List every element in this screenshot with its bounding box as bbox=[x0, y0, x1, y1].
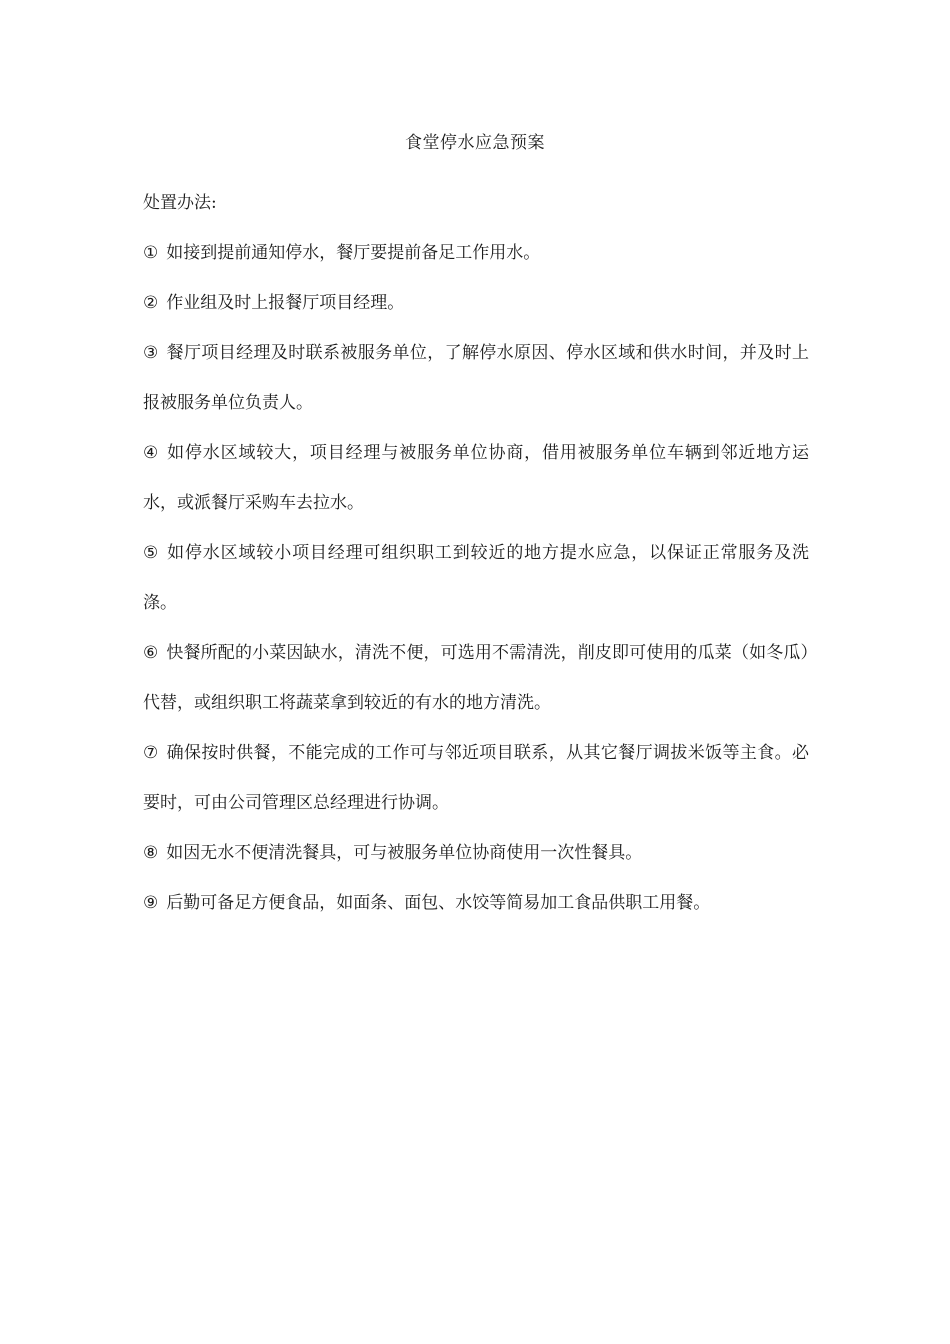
item-number: ① bbox=[143, 243, 159, 263]
item-number: ⑤ bbox=[143, 543, 159, 563]
item-number: ③ bbox=[143, 343, 159, 363]
item-text: 后勤可备足方便食品，如面条、面包、水饺等简易加工食品供职工用餐。 bbox=[166, 893, 711, 913]
list-item bbox=[143, 528, 809, 628]
list-item bbox=[143, 228, 809, 278]
section-label: 处置办法: bbox=[143, 193, 217, 213]
item-number: ④ bbox=[143, 443, 159, 463]
item-text: 如停水区域较小项目经理可组织职工到较近的地方提水应急，以保证正常服务及洗涤。 bbox=[143, 543, 809, 613]
document-title: 食堂停水应急预案 bbox=[405, 133, 545, 153]
item-number: ② bbox=[143, 293, 159, 313]
item-text: 餐厅项目经理及时联系被服务单位，了解停水原因、停水区域和供水时间，并及时上报被服务单位负责人。 bbox=[143, 343, 809, 413]
item-text: 如接到提前通知停水，餐厅要提前备足工作用水。 bbox=[166, 243, 541, 263]
list-item bbox=[143, 728, 809, 828]
list-item bbox=[143, 878, 809, 928]
list-item bbox=[143, 628, 809, 728]
item-text: 如停水区域较大，项目经理与被服务单位协商，借用被服务单位车辆到邻近地方运水，或派餐厅采购车去拉水。 bbox=[143, 443, 809, 513]
item-number: ⑧ bbox=[143, 843, 159, 863]
list-item bbox=[143, 428, 809, 528]
item-number: ⑥ bbox=[143, 643, 159, 663]
item-text: 确保按时供餐，不能完成的工作可与邻近项目联系，从其它餐厅调拔米饭等主食。必要时，可由公司管理区总经理进行协调。 bbox=[143, 743, 809, 813]
item-text: 快餐所配的小菜因缺水，清洗不便，可选用不需清洗，削皮即可使用的瓜菜（如冬瓜）代替，或组织职工将蔬菜拿到较近的有水的地方清洗。 bbox=[143, 643, 809, 713]
list-item bbox=[143, 328, 809, 428]
item-number: ⑨ bbox=[143, 893, 159, 913]
item-text: 如因无水不便清洗餐具，可与被服务单位协商使用一次性餐具。 bbox=[166, 843, 643, 863]
list-item bbox=[143, 278, 809, 328]
item-text: 作业组及时上报餐厅项目经理。 bbox=[166, 293, 405, 313]
document-body bbox=[143, 178, 809, 928]
list-item bbox=[143, 828, 809, 878]
item-number: ⑦ bbox=[143, 743, 159, 763]
